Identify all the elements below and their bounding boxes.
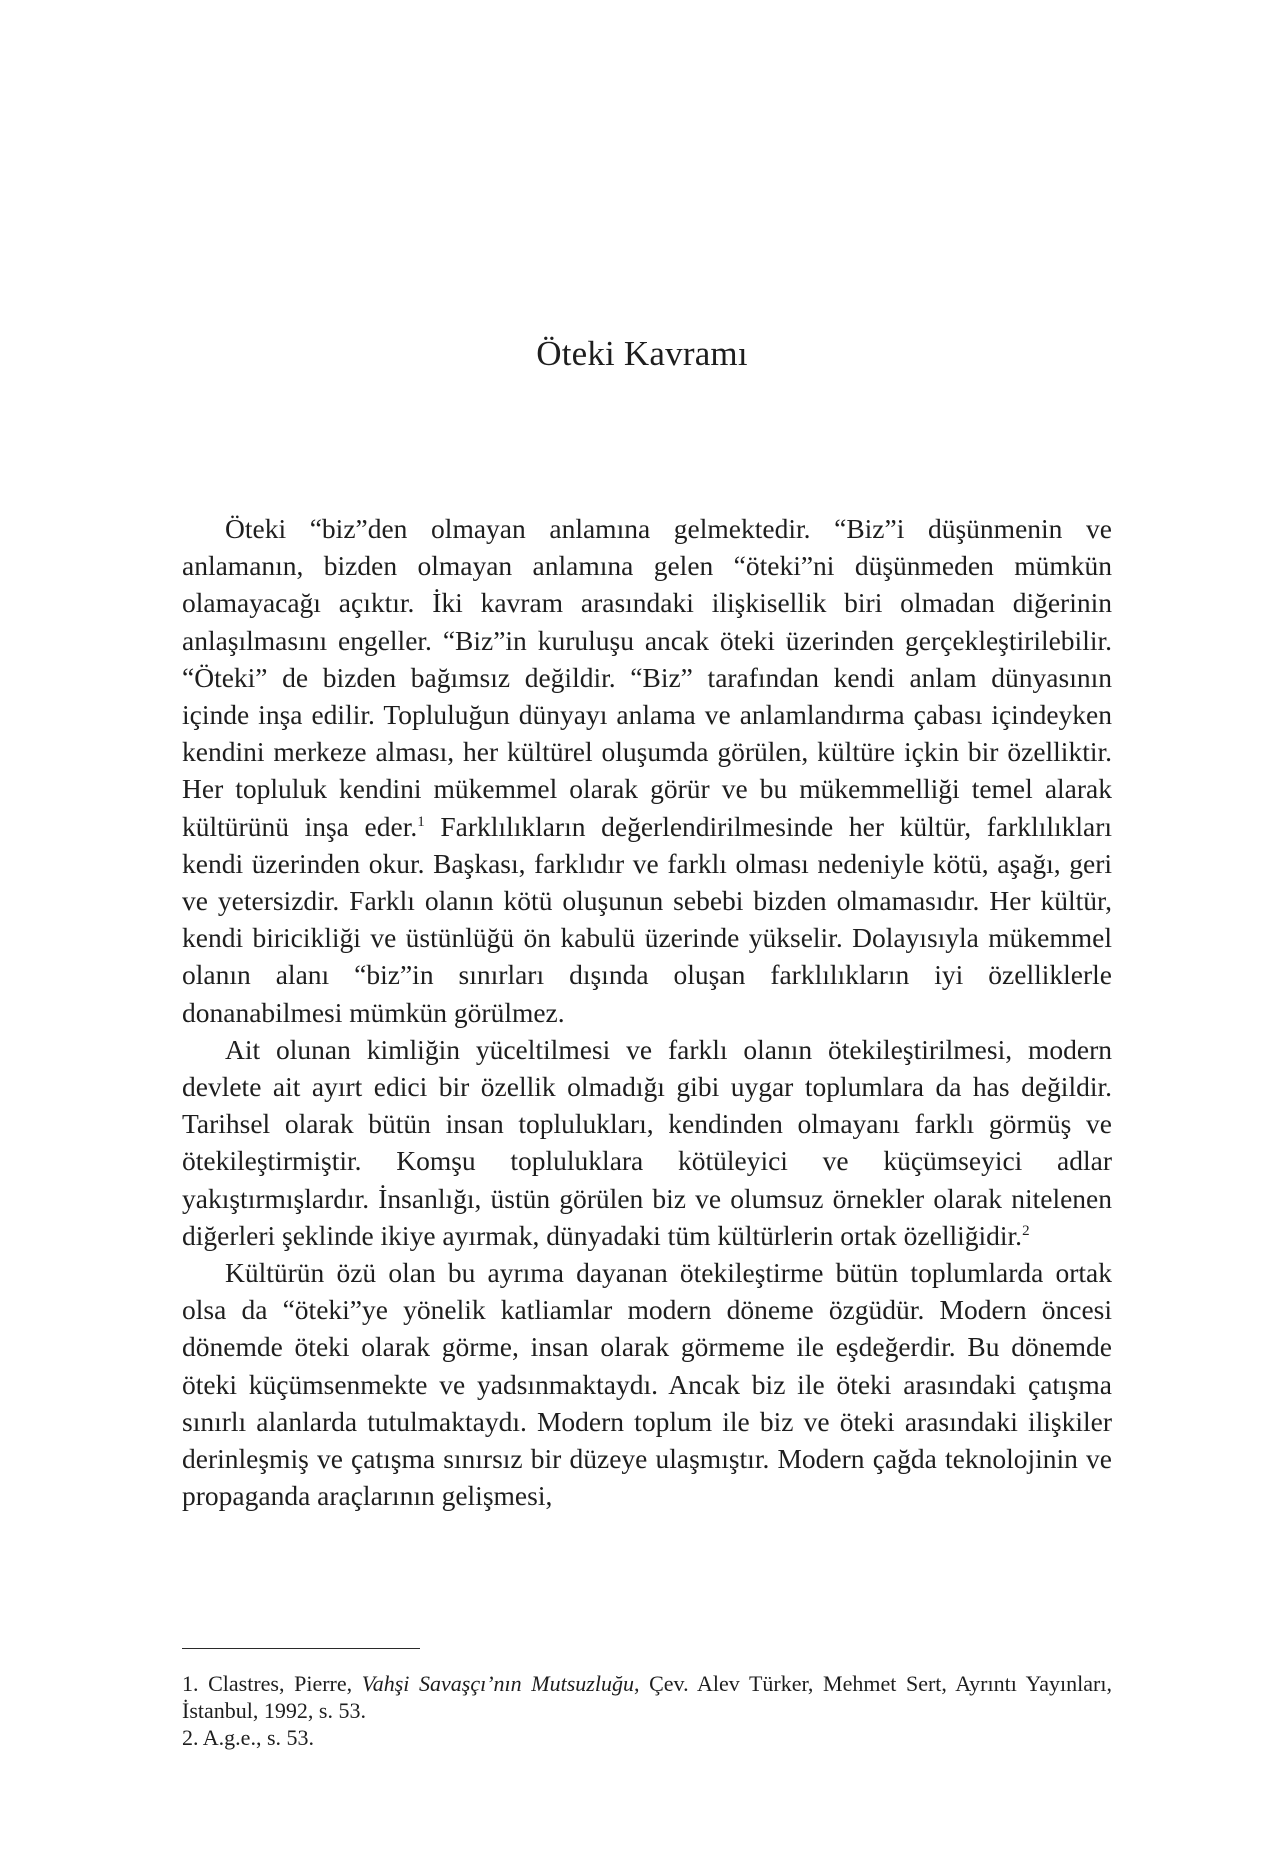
paragraph-1 <box>182 510 1112 1031</box>
footnote-1 <box>182 1670 1112 1724</box>
footnote-text: Clastres, Pierre, <box>208 1671 353 1696</box>
footnote-number: 1. <box>182 1671 199 1696</box>
paragraph-text: Öteki “biz”den olmayan anlamına gelmektedir. “Biz”i düşünmenin ve anlamanın, bizden olmayan anlamına gelen “öteki”ni düşünmeden mümkün olamayacağı açıktır. İki kavram arasındaki ilişkisellik biri olmadan diğerinin anlaşılmasını engeller. “Biz”in kuruluşu ancak öteki üzerinden gerçekleştirilebilir. “Öteki” de bizden bağımsız değildir. “Biz” tarafından kendi anlam dünyasının içinde inşa edilir. Topluluğun dünyayı anlama ve anlamlandırma çabası içindeyken kendini merkeze alması, her kültürel oluşumda görülen, kültüre içkin bir özelliktir. Her topluluk kendini mükemmel olarak görür ve bu mükemmelliği temel alarak kültürünü inşa eder. <box>182 513 1112 842</box>
paragraph-text: Farklılıkların değerlendirilmesinde her kültür, farklılıkları kendi üzerinden okur. Başkası, farklıdır ve farklı olması nedeniyle kötü, aşağı, geri ve yetersizdir. Farklı olanın kötü oluşunun sebebi bizden olmamasıdır. Her kültür, kendi biricikliği ve üstünlüğü ön kabulü üzerinde yükselir. Dolayısıyla mükemmel olanın alanı “biz”in sınırları dışında oluşan farklılıkların iyi özelliklerle donanabilmesi mümkün görülmez. <box>182 810 1112 1028</box>
footnotes <box>182 1670 1112 1751</box>
chapter-title: Öteki Kavramı <box>536 334 748 373</box>
footnote-book-title: Vahşi Savaşçı’nın Mutsuzluğu <box>361 1671 634 1696</box>
paragraph-text: Ait olunan kimliğin yüceltilmesi ve farklı olanın ötekileştirilmesi, modern devlete ait ayırt edici bir özellik olmadığı gibi uygar toplumlara da has değildir. Tarihsel olarak bütün insan toplulukları, kendinden olmayanı farklı görmüş ve ötekileştirmiştir. Komşu topluluklara kötüleyici ve küçümseyici adlar yakıştırmışlardır. İnsanlığı, üstün görülen biz ve olumsuz örnekler olarak nitelenen diğerleri şeklinde ikiye ayırmak, dünyadaki tüm kültürlerin ortak özelliğidir. <box>182 1033 1112 1251</box>
footnote-divider <box>182 1648 420 1649</box>
footnote-2 <box>182 1724 1112 1751</box>
paragraph-3 <box>182 1254 1112 1514</box>
footnote-text: A.g.e., s. 53. <box>202 1725 315 1750</box>
paragraph-2 <box>182 1031 1112 1254</box>
footnote-number: 2. <box>182 1725 199 1750</box>
paragraph-text: Kültürün özü olan bu ayrıma dayanan ötekileştirme bütün toplumlarda ortak olsa da “öteki”ye yönelik katliamlar modern döneme özgüdür. Modern öncesi dönemde öteki olarak görme, insan olarak görmeme ile eşdeğerdir. Bu dönemde öteki küçümsenmekte ve yadsınmaktaydı. Ancak biz ile öteki arasındaki çatışma sınırlı alanlarda tutulmaktaydı. Modern toplum ile biz ve öteki arasındaki ilişkiler derinleşmiş ve çatışma sınırsız bir düzeye ulaşmıştır. Modern çağda teknolojinin ve propaganda araçlarının gelişmesi, <box>182 1257 1112 1512</box>
body-text <box>182 510 1112 1514</box>
footnote-ref: 2 <box>1022 1222 1030 1239</box>
footnote-text: , Çev. Alev Türker, Mehmet Sert, Ayrıntı Yayınları, İstanbul, 1992, s. 53. <box>182 1671 1112 1723</box>
footnote-ref: 1 <box>417 813 425 830</box>
